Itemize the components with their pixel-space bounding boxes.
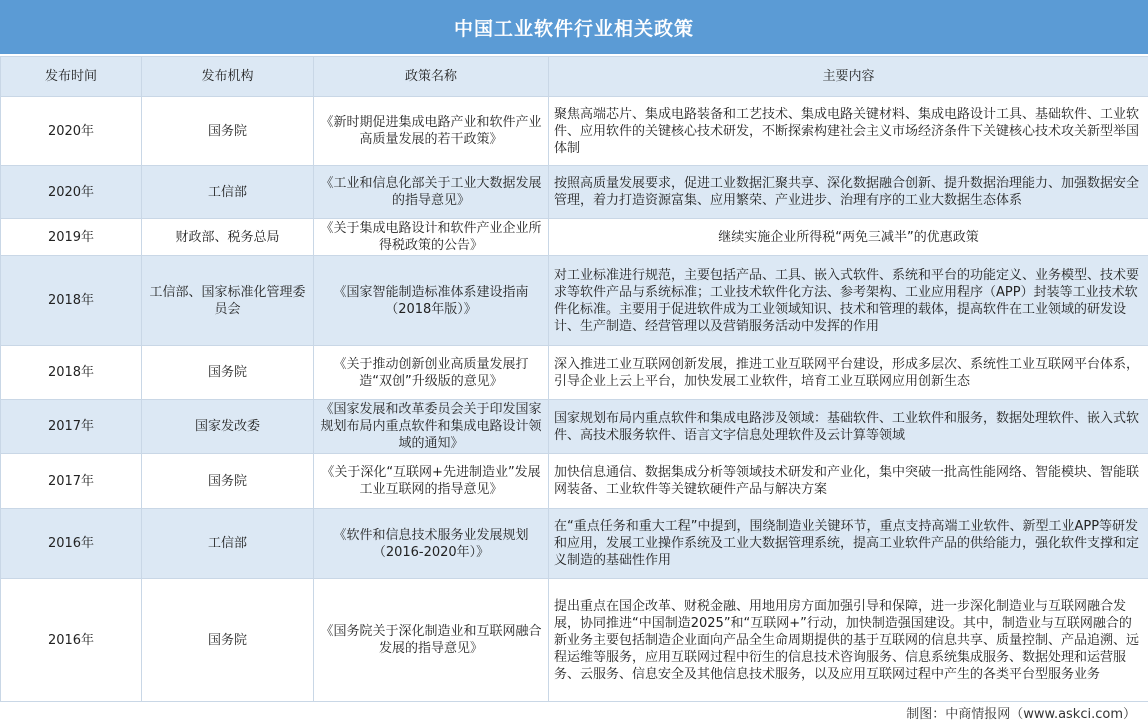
cell-content: 按照高质量发展要求，促进工业数据汇聚共享、深化数据融合创新、提升数据治理能力、加强数据安全管理，着力打造资源富集、应用繁荣、产业进步、治理有序的工业大数据生态体系: [549, 166, 1148, 219]
cell-agency: 国务院: [142, 346, 314, 400]
cell-policy: 《关于推动创新创业高质量发展打造“双创”升级版的意见》: [314, 346, 549, 400]
cell-content: 聚焦高端芯片、集成电路装备和工艺技术、集成电路关键材料、集成电路设计工具、基础软件、工业软件、应用软件的关键核心技术研发，不断探索构建社会主义市场经济条件下关键核心技术攻关新型举国体制: [549, 97, 1148, 166]
cell-policy: 《国务院关于深化制造业和互联网融合发展的指导意见》: [314, 579, 549, 702]
header-agency: 发布机构: [142, 57, 314, 97]
cell-content: 提出重点在国企改革、财税金融、用地用房方面加强引导和保障，进一步深化制造业与互联网融合发展，协同推进“中国制造2025”和“互联网+”行动，加快制造强国建设。其中，制造业与互联网融合的新业务主要包括制造企业面向产品全生命周期提供的基于互联网的信息共享、质量控制、产品追溯、远程运维等服务，应用互联网过程中衍生的信息技术咨询服务、信息系统集成服务、数据处理和运营服务、云服务、信息安全及其他信息技术服务，以及应用互联网过程中产生的各类平台型服务业务: [549, 579, 1148, 702]
cell-content: 对工业标准进行规范，主要包括产品、工具、嵌入式软件、系统和平台的功能定义、业务模型、技术要求等软件产品与系统标准；工业技术软件化方法、参考架构、工业应用程序（APP）封装等工业技术软件化标准。主要用于促进软件成为工业领域知识、技术和管理的载体，提高软件在工业领域的研发设计、生产制造、经营管理以及营销服务活动中发挥的作用: [549, 256, 1148, 346]
table-row: [1, 400, 1148, 454]
cell-date: 2016年: [1, 509, 142, 579]
cell-agency: 国务院: [142, 97, 314, 166]
cell-policy: 《关于集成电路设计和软件产业企业所得税政策的公告》: [314, 219, 549, 256]
header-policy: 政策名称: [314, 57, 549, 97]
policy-table: [0, 56, 1148, 702]
cell-policy: 《国家发展和改革委员会关于印发国家规划布局内重点软件和集成电路设计领域的通知》: [314, 400, 549, 454]
cell-date: 2016年: [1, 579, 142, 702]
cell-agency: 国务院: [142, 454, 314, 509]
table-row: [1, 579, 1148, 702]
cell-date: 2018年: [1, 346, 142, 400]
cell-date: 2019年: [1, 219, 142, 256]
cell-date: 2020年: [1, 97, 142, 166]
cell-agency: 工信部: [142, 509, 314, 579]
cell-date: 2020年: [1, 166, 142, 219]
cell-policy: 《软件和信息技术服务业发展规划（2016-2020年）》: [314, 509, 549, 579]
cell-content: 国家规划布局内重点软件和集成电路涉及领域：基础软件、工业软件和服务，数据处理软件、嵌入式软件、高技术服务软件、语言文字信息处理软件及云计算等领域: [549, 400, 1148, 454]
cell-agency: 国务院: [142, 579, 314, 702]
cell-date: 2018年: [1, 256, 142, 346]
source-credit: 制图：中商情报网（www.askci.com）: [906, 706, 1136, 722]
cell-policy: 《国家智能制造标准体系建设指南（2018年版）》: [314, 256, 549, 346]
header-content: 主要内容: [549, 57, 1148, 97]
cell-agency: 工信部: [142, 166, 314, 219]
cell-policy: 《新时期促进集成电路产业和软件产业高质量发展的若干政策》: [314, 97, 549, 166]
table-row: [1, 97, 1148, 166]
table-row: [1, 346, 1148, 400]
cell-agency: 工信部、国家标准化管理委员会: [142, 256, 314, 346]
page-title: 中国工业软件行业相关政策: [0, 0, 1148, 54]
table-row: [1, 166, 1148, 219]
table-row: [1, 454, 1148, 509]
table-row: [1, 256, 1148, 346]
cell-date: 2017年: [1, 400, 142, 454]
cell-agency: 财政部、税务总局: [142, 219, 314, 256]
cell-policy: 《工业和信息化部关于工业大数据发展的指导意见》: [314, 166, 549, 219]
cell-date: 2017年: [1, 454, 142, 509]
table-header-row: [1, 57, 1148, 97]
cell-content: 加快信息通信、数据集成分析等领域技术研发和产业化，集中突破一批高性能网络、智能模块、智能联网装备、工业软件等关键软硬件产品与解决方案: [549, 454, 1148, 509]
cell-policy: 《关于深化“互联网+先进制造业”发展工业互联网的指导意见》: [314, 454, 549, 509]
cell-content: 在“重点任务和重大工程”中提到，围绕制造业关键环节，重点支持高端工业软件、新型工业APP等研发和应用，发展工业操作系统及工业大数据管理系统，提高工业软件产品的供给能力，强化软件支撑和定义制造的基础性作用: [549, 509, 1148, 579]
table-row: [1, 219, 1148, 256]
cell-content: 继续实施企业所得税“两免三减半”的优惠政策: [549, 219, 1148, 256]
cell-content: 深入推进工业互联网创新发展，推进工业互联网平台建设，形成多层次、系统性工业互联网平台体系，引导企业上云上平台，加快发展工业软件，培育工业互联网应用创新生态: [549, 346, 1148, 400]
table-row: [1, 509, 1148, 579]
cell-agency: 国家发改委: [142, 400, 314, 454]
header-date: 发布时间: [1, 57, 142, 97]
